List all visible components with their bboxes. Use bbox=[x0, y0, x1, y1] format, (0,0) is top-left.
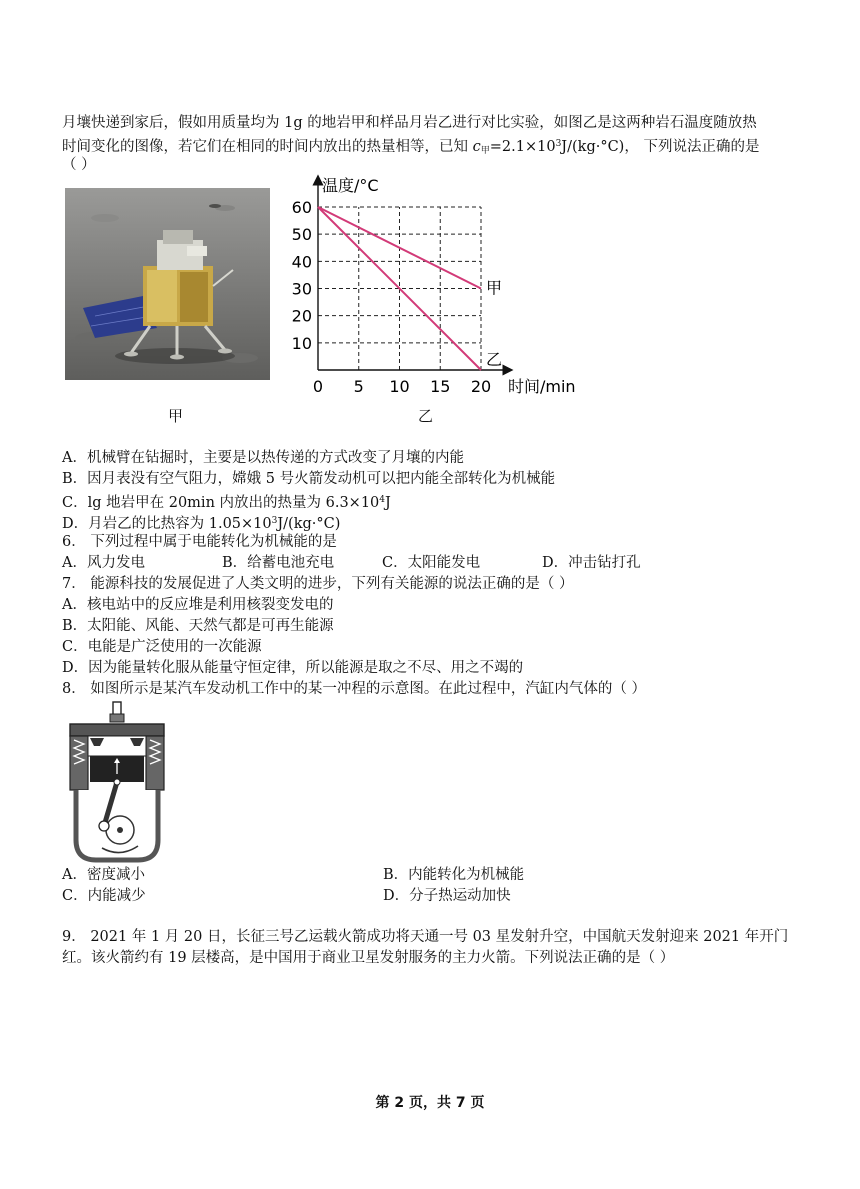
q5-stem-line1: 月壤快递到家后，假如用质量均为 1g 的地岩甲和样品月岩乙进行对比实验，如图乙是这两种岩石温度随放热 bbox=[62, 115, 757, 131]
series-label-2: 乙 bbox=[486, 350, 503, 369]
q5-stem-tail: J/(kg·°C)， 下列说法正确的是 bbox=[561, 139, 760, 155]
q6-option-c[interactable]: C．太阳能发电 bbox=[382, 555, 481, 571]
q5-option-d-text: D．月岩乙的比热容为 1.05×10 bbox=[62, 516, 272, 532]
q8-option-d[interactable]: D．分子热运动加快 bbox=[383, 888, 511, 904]
series-label-1: 甲 bbox=[486, 278, 503, 298]
q7-option-c[interactable]: C．电能是广泛使用的一次能源 bbox=[62, 639, 262, 655]
q5-stem-exponent: 3 bbox=[555, 139, 562, 149]
y-tick-label: 50 bbox=[291, 225, 312, 245]
page-footer: 第 2 页，共 7 页 bbox=[375, 1095, 485, 1111]
lunar-lander-image bbox=[65, 188, 270, 380]
q6-option-d[interactable]: D．冲击钻打孔 bbox=[542, 555, 641, 571]
c-subscript: 甲 bbox=[480, 146, 490, 156]
q6-stem: 6． 下列过程中属于电能转化为机械能的是 bbox=[62, 534, 337, 550]
q5-option-d-exponent: 3 bbox=[271, 516, 278, 526]
q8-stem: 8． 如图所示是某汽车发动机工作中的某一冲程的示意图。在此过程中，汽缸内气体的（ ） bbox=[62, 681, 646, 697]
q5-option-c-unit: J bbox=[385, 495, 391, 511]
q7-option-b[interactable]: B．太阳能、风能、天然气都是可再生能源 bbox=[62, 618, 334, 634]
q5-option-a[interactable]: A．机械臂在钻掘时，主要是以热传递的方式改变了月壤的内能 bbox=[62, 450, 464, 466]
figure-right-caption: 乙 bbox=[418, 407, 434, 425]
y-tick-label: 30 bbox=[291, 279, 312, 299]
temperature-time-chart bbox=[290, 172, 590, 404]
x-axis-label: 时间/min bbox=[508, 377, 576, 396]
q5-option-b[interactable]: B．因月表没有空气阻力，嫦娥 5 号火箭发动机可以把内能全部转化为机械能 bbox=[62, 471, 556, 487]
q5-option-c-exponent: 4 bbox=[379, 495, 386, 505]
x-tick-label: 15 bbox=[430, 377, 451, 396]
q7-option-a[interactable]: A．核电站中的反应堆是利用核裂变发电的 bbox=[62, 597, 334, 613]
q5-stem-value: =2.1×10 bbox=[489, 139, 556, 155]
engine-cylinder-diagram bbox=[62, 700, 172, 865]
figure-left-caption: 甲 bbox=[168, 407, 184, 425]
y-tick-label: 60 bbox=[291, 198, 312, 217]
x-tick-label: 0 bbox=[312, 377, 324, 396]
q8-option-a[interactable]: A．密度减小 bbox=[62, 867, 145, 883]
q7-option-d[interactable]: D．因为能量转化服从能量守恒定律，所以能源是取之不尽、用之不竭的 bbox=[62, 660, 524, 676]
y-axis-label: 温度/°C bbox=[322, 176, 379, 195]
chart-ticks bbox=[292, 198, 492, 396]
q5-stem-line2 bbox=[62, 133, 759, 162]
q8-option-b[interactable]: B．内能转化为机械能 bbox=[383, 867, 525, 883]
y-tick-label: 40 bbox=[291, 252, 312, 272]
x-tick-label: 20 bbox=[470, 377, 492, 396]
c-symbol: c bbox=[472, 139, 481, 155]
q6-option-b[interactable]: B．给蓄电池充电 bbox=[222, 555, 335, 571]
q7-stem: 7． 能源科技的发展促进了人类文明的进步，下列有关能源的说法正确的是（ ） bbox=[62, 576, 574, 592]
x-tick-label: 10 bbox=[389, 377, 410, 396]
q9-stem-line1: 9． 2021 年 1 月 20 日，长征三号乙运载火箭成功将天通一号 03 星发射升空，中国航天发射迎来 2021 年开门 bbox=[62, 929, 789, 945]
q8-option-c[interactable]: C．内能减少 bbox=[62, 888, 146, 904]
q5-answer-bracket: （ ） bbox=[62, 157, 96, 173]
q5-stem-text: 时间变化的图像，若它们在相同的时间内放出的热量相等，已知 bbox=[62, 139, 473, 155]
y-tick-label: 10 bbox=[291, 333, 312, 353]
q5-option-d-unit: J/(kg·°C) bbox=[277, 516, 341, 532]
q5-option-c-text: C．lg 地岩甲在 20min 内放出的热量为 6.3×10 bbox=[62, 495, 380, 511]
q9-stem-line2: 红。该火箭约有 19 层楼高，是中国用于商业卫星发射服务的主力火箭。下列说法正确的是（ ） bbox=[62, 950, 675, 966]
q6-option-a[interactable]: A．风力发电 bbox=[62, 555, 145, 571]
y-tick-label: 20 bbox=[291, 306, 312, 326]
x-tick-label: 5 bbox=[353, 377, 364, 396]
